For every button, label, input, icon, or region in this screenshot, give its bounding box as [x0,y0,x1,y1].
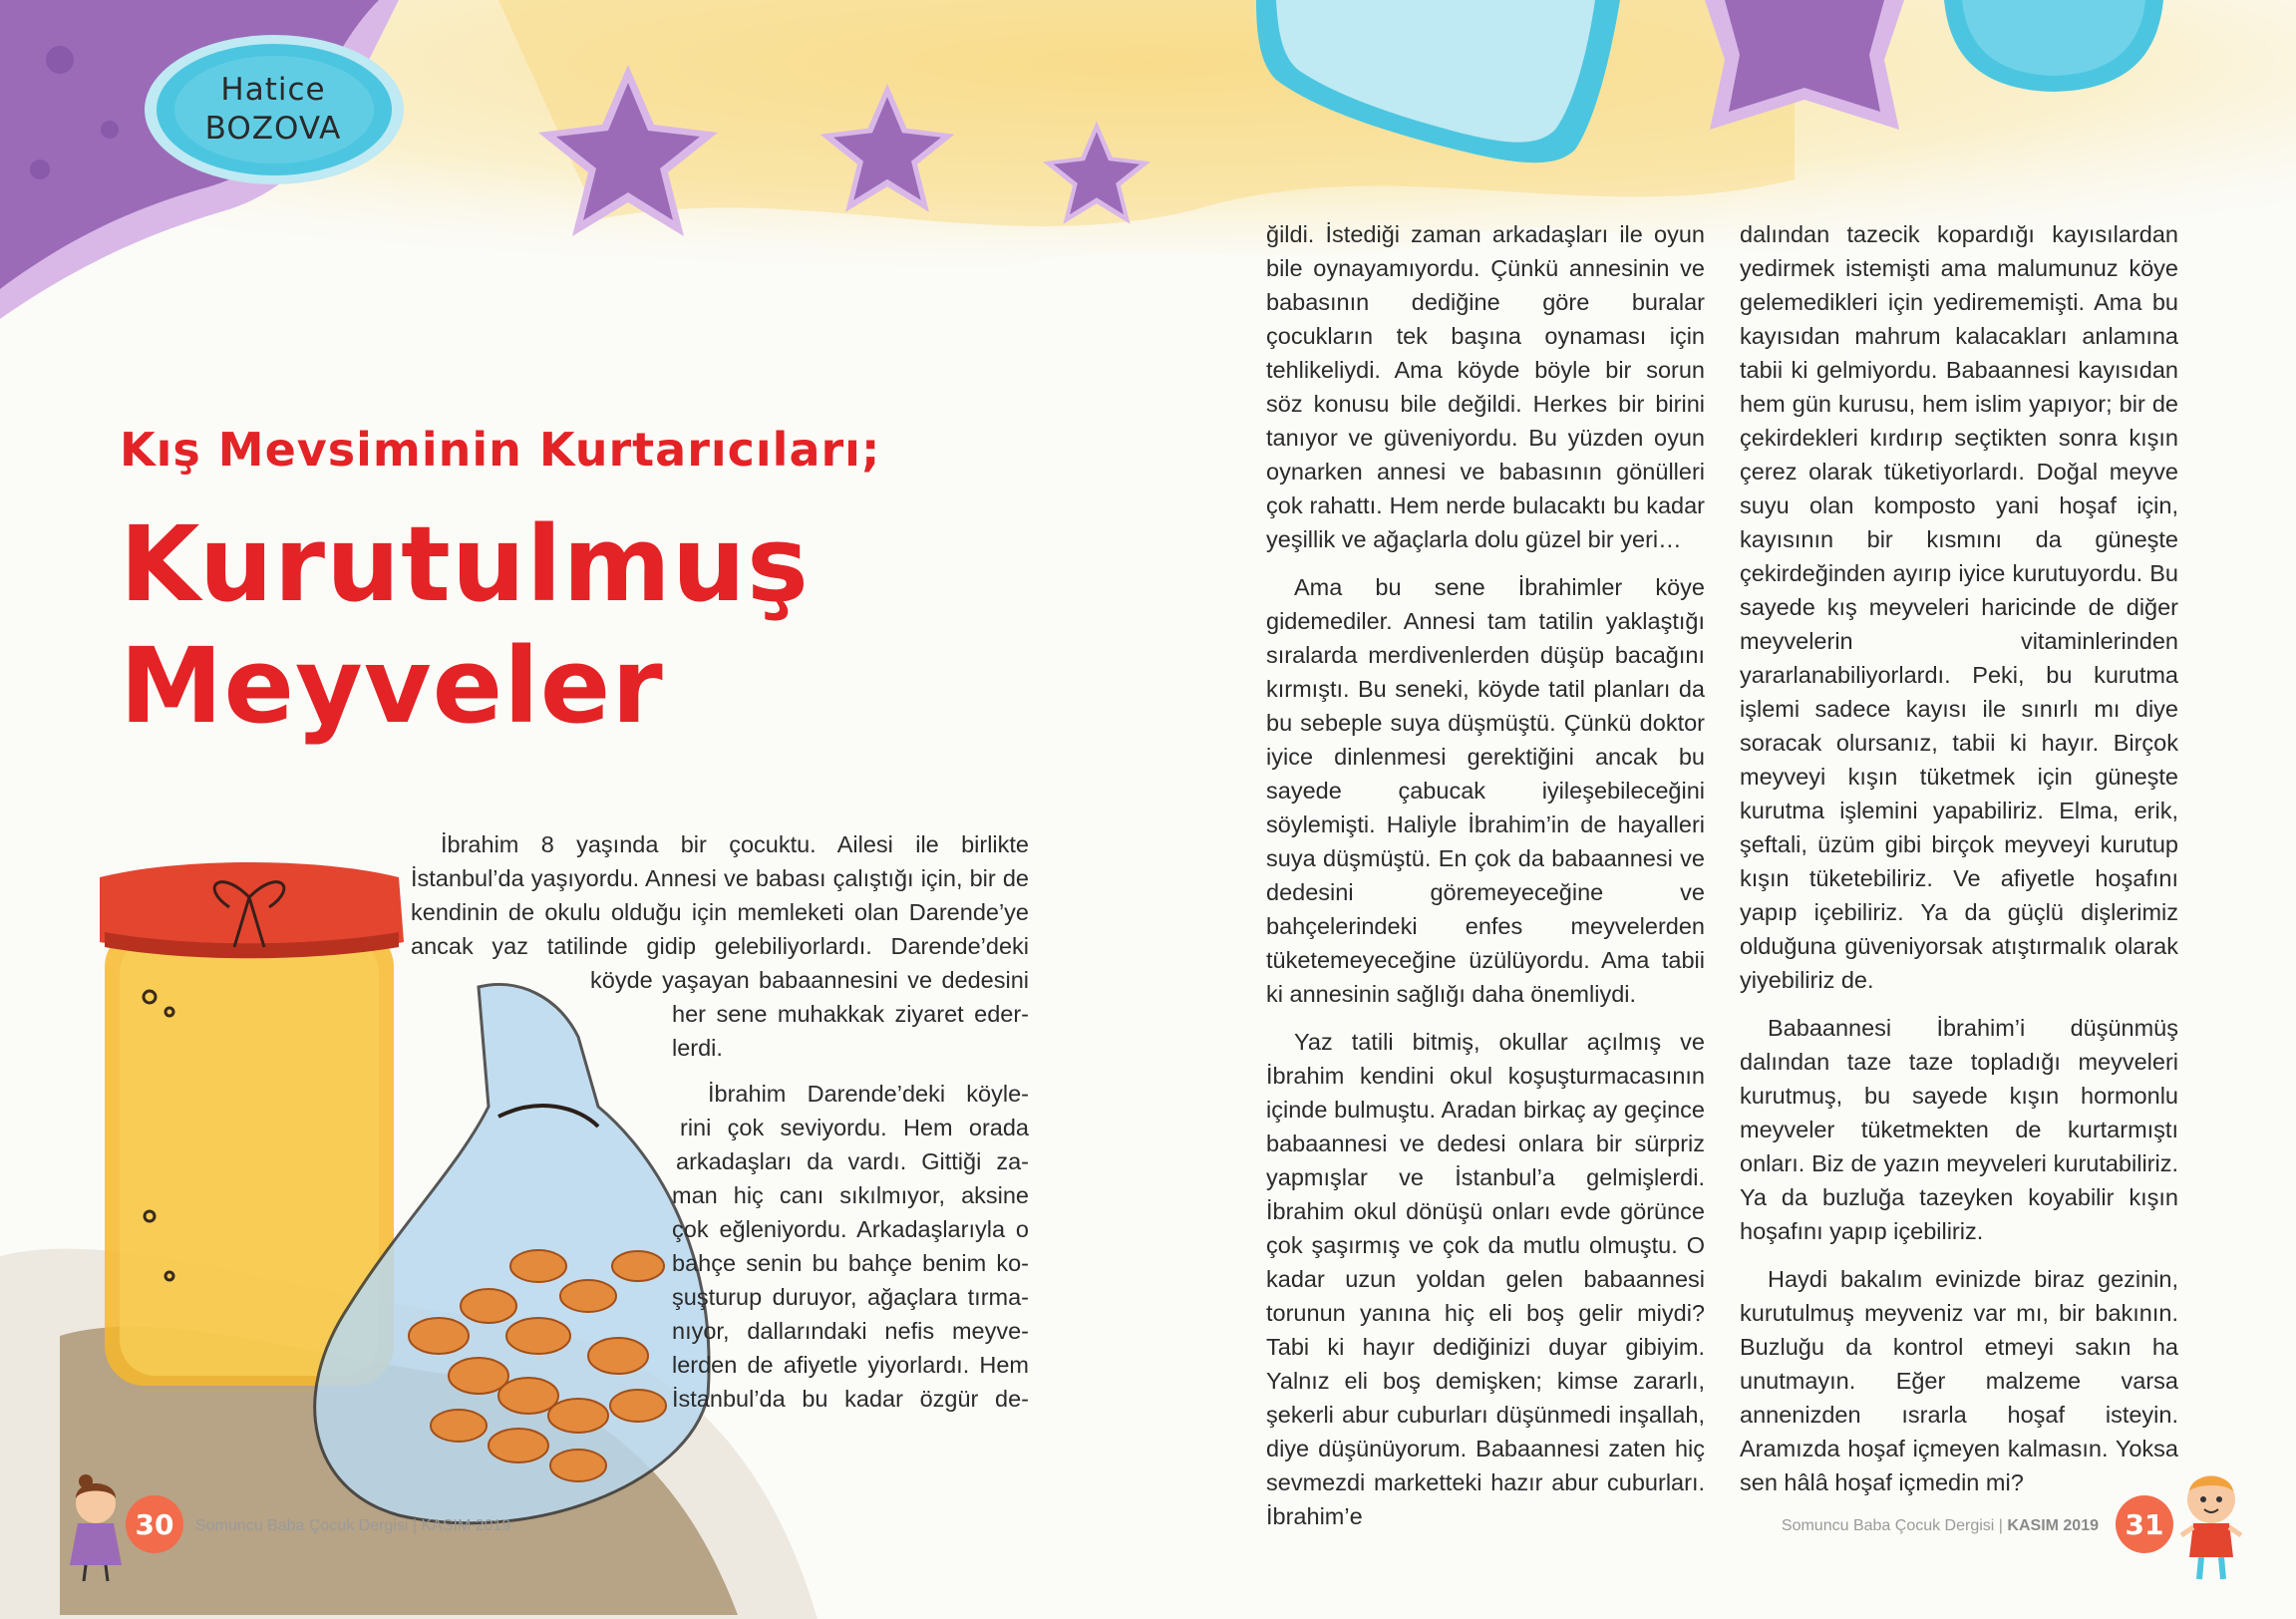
left-line-12: çok eğleniyordu. Arkadaşlarıyla o [672,1216,1029,1242]
star-decoration-4 [1685,0,1924,140]
author-last-name: BOZOVA [204,111,342,147]
star-decoration-3 [1037,115,1156,229]
right-column-text [1740,217,2178,1513]
left-footer-issue: KASIM 2019 [421,1517,511,1534]
middle-paragraph-3: Yaz tatili bitmiş, okullar açılmış ve İbrahim kendini okul koşuşturmacasının içinde bulmuştu. Aradan birkaç ay geçince babaannesi ve dedesi onlara bir sürpriz yapmışlar ve İstanbul’a gelmişlerdi. İbrahim okul dönüşü onları evde görünce çok şaşırmış ve çok da mutlu olmuştu. O kadar uzun yoldan gelen babaannesi torunun yanına hiç eli boş gelir miydi? Tabi ki hayır dediğinizi duyar gibiyim. Yalnız eli boş demişken; kimse zararlı, şekerli abur cuburları düşünmedi inşallah, diye düşünüyorum. Babaannesi zaten hiç sevmezdi marketteki hazır abur cuburları. İbrahim’e [1266,1029,1705,1529]
right-page-number: 31 [2116,1495,2173,1553]
left-footer [195,1517,510,1535]
left-line-6: her sene muhakkak ziyaret eder- [672,1001,1029,1027]
author-name [148,40,399,179]
title-line-1: Kurutulmuş [120,503,810,625]
middle-column-text [1266,217,1705,1547]
cyan-shape-top [1256,0,1625,169]
left-line-10: arkadaşları da vardı. Gittiği za- [676,1148,1029,1174]
left-line-17: İstanbul’da bu kadar özgür de- [672,1386,1029,1412]
right-paragraph-2: Babaannesi İbrahim’i düşünmüş dalından taze taze topladığı meyveleri kurutmuş, bu sayede kışın hormonlu meyveler tüketmekten de kurtarmıştı onları. Biz de yazın meyveleri kurutabiliriz. Ya da buzluğa tazeyken koyabilir kışın hoşafını yapıp içebiliriz. [1740,1015,2178,1244]
right-footer [1782,1517,2099,1535]
left-line-2: İstanbul’da yaşıyordu. Annesi ve babası çalıştığı için, bir de [411,865,1029,891]
author-first-name: Hatice [220,72,326,109]
boy-character-icon [2171,1465,2251,1585]
left-line-4: ancak yaz tatilinde gidip gelebiliyorlardı. Darende’deki [411,933,1029,959]
right-paragraph-3: Haydi bakalım evinizde biraz gezinin, kurutulmuş meyveniz var mı, bir bakının. Buzluğu da kontrol etmeyi sakın ha unutmayın. Eğer malzeme varsa annenizden ısrarla hoşaf isteyin. Aramızda hoşaf içmeyen kalmasın. Yoksa sen hâlâ hoşaf içmedin mi? [1740,1266,2178,1495]
left-line-5: köyde yaşayan babaannesini ve dedesini [590,967,1029,993]
right-footer-issue: KASIM 2019 [2007,1517,2099,1534]
right-footer-separator: | [1998,1517,2003,1534]
girl-character-icon [56,1473,136,1583]
left-footer-separator: | [412,1517,418,1534]
star-decoration-2 [813,75,962,219]
left-line-9: rini çok seviyordu. Hem orada [680,1115,1029,1140]
left-page-number: 30 [126,1495,183,1553]
left-line-3: kendinin de okulu olduğu için memleketi olan Darende’ye [411,899,1029,925]
article-kicker: Kış Mevsiminin Kurtarıcıları; [120,423,881,477]
right-footer-magazine: Somuncu Baba Çocuk Dergisi [1781,1517,1995,1534]
title-line-2: Meyveler [120,625,664,747]
right-paragraph-1: dalından tazecik kopardığı kayısılardan yedirmek istemişti ama malumunuz köye gelemedikleri için yedirememişti. Ama bu kayısıdan mahrum kalacakları anlamına tabii ki gelmiyordu. Babaannesi kayısıdan hem gün kurusu, hem islim yapıyor; bir de çekirdekleri kırdırıp seçtikten sonra kışın çerez olarak tüketiyorlardı. Doğal meyve suyu olan komposto yani hoşaf için, kayısının bir kısmını da güneşte çekirdeğinden ayırıp iyice kurutuyordu. Bu sayede kış meyveleri haricinde de diğer meyvelerin vitaminlerinden yararlanabiliyorlardı. Peki, bu kurutma işlemi sadece kayısı ile sınırlı mı diye soracak olursanız, tabii ki hayır. Birçok meyveyi kışın tüketmek için güneşte kurutma işlemini yapabiliriz. Elma, erik, şeftali, üzüm gibi birçok meyveyi kurutup kışın tüketebiliriz. Ve afiyetle hoşafını yapıp içebiliriz. Ya da güçlü dişlerimiz olduğuna güveniyorsak atıştırmalık olarak yiyebiliriz de. [1740,221,2178,993]
left-footer-magazine: Somuncu Baba Çocuk Dergisi [195,1517,409,1534]
cyan-shape-top-right [1944,0,2163,100]
middle-paragraph-1: ğildi. İstediği zaman arkadaşları ile oyun bile oynayamıyordu. Çünkü annesinin ve babasının dediğine göre buralar çocukların tek başına oynaması için tehlikeliydi. Ama köyde böyle bir sorun söz konusu bile değildi. Herkes bir birini tanıyor ve güveniyordu. Bu yüzden oyun oynarken annesi ve babasının gönülleri çok rahattı. Hem nerde bulacaktı bu kadar yeşillik ve ağaçlarla dolu güzel bir yeri… [1266,221,1705,552]
left-line-14: şuşturup duruyor, ağaçlara tırma- [672,1284,1029,1310]
left-line-13: bahçe senin bu bahçe benim ko- [672,1250,1029,1276]
middle-paragraph-2: Ama bu sene İbrahimler köye gidemediler. Annesi tam tatilin yaklaştığı sıralarda merdivenlerden düşüp bacağını kırmıştı. Bu seneki, köyde tatil planları da bu sebeple suya düşmüştü. Çünkü doktor iyice dinlenmesi gerektiğini ancak bu sayede çabucak iyileşebileceğini söylemişti. Haliyle İbrahim’in de hayalleri suya düşmüştü. En çok da babaannesi ve dedesini göremeyeceğine ve bahçelerindeki enfes meyvelerden tüketemeyeceğine üzülüyordu. Ama tabii ki annesinin sağlığı daha önemliydi. [1266,574,1705,1007]
star-decoration-1 [528,55,728,244]
left-line-7: lerdi. [672,1035,723,1061]
left-line-11: man hiç canı sıkılmıyor, aksine [672,1182,1029,1208]
article-title [120,503,877,747]
left-line-16: lerden de afiyetle yiyorlardı. Hem [672,1352,1029,1378]
left-column-text [411,827,1029,1416]
left-line-1: İbrahim 8 yaşında bir çocuktu. Ailesi ile birlikte [441,831,1029,857]
left-line-15: nıyor, dallarındaki nefis meyve- [672,1318,1029,1344]
left-line-8: İbrahim Darende’deki köyle- [708,1081,1029,1107]
